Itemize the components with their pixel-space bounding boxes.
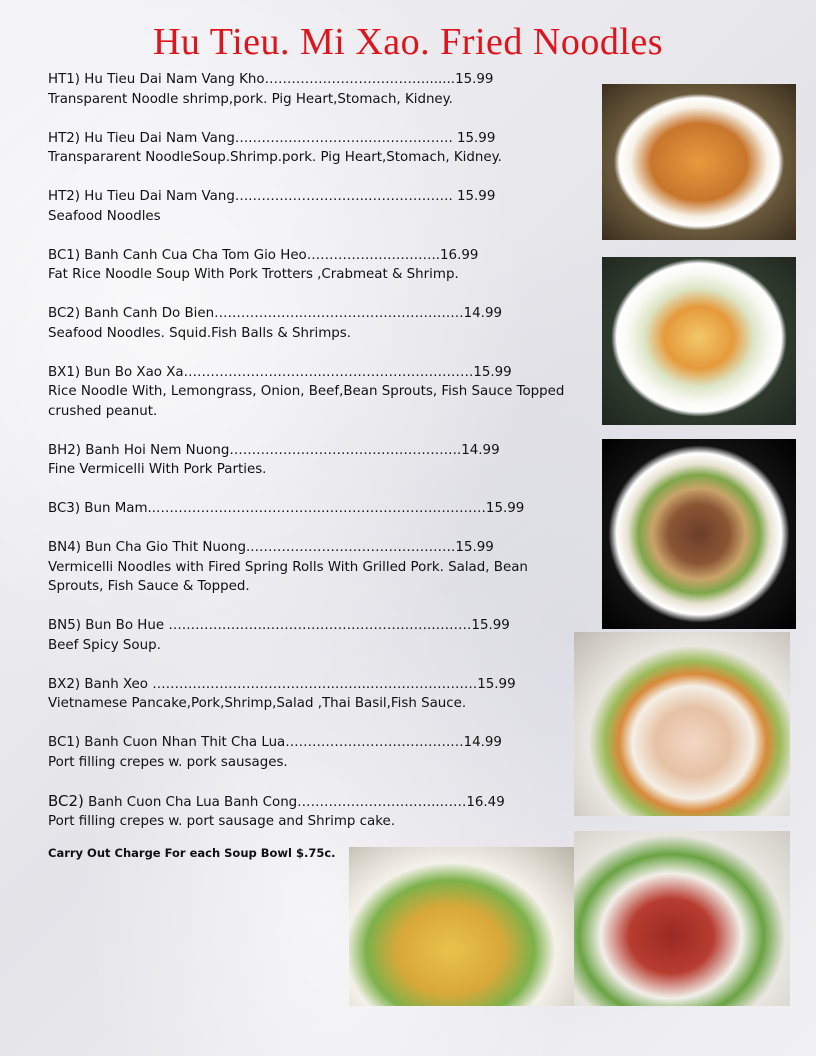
item-name-price: Banh Cuon Nhan Thit Cha Lua……………………………….…14.99 xyxy=(80,735,502,750)
item-name-price: Banh Canh Cua Cha Tom Gio Heo……………….………..16.99 xyxy=(80,247,479,263)
item-code: BN4) xyxy=(48,540,81,555)
item-code: HT2) xyxy=(48,189,80,204)
item-description: Port filling crepes w. pork sausages. xyxy=(48,754,288,770)
nem-nuong-platter-photo xyxy=(574,831,790,1006)
menu-item xyxy=(48,441,568,480)
item-description: Port filling crepes w. port sausage and Shrimp cake. xyxy=(48,814,396,829)
item-name-price: Bun Bo Xao Xa…………………………..……………………………15.99 xyxy=(80,364,512,380)
carry-out-note: Carry Out Charge For each Soup Bowl $.75c. xyxy=(48,846,336,860)
item-code: HT1) xyxy=(48,72,80,87)
menu-item xyxy=(48,792,568,832)
menu-item xyxy=(48,246,568,285)
menu-item xyxy=(48,304,568,343)
vermicelli-beef-photo xyxy=(602,439,796,629)
item-code: BC2) xyxy=(48,306,81,321)
item-name-price: Hu Tieu Dai Nam Vang….……………………..………………. 15.99 xyxy=(80,189,496,204)
item-name-price: Hu Tieu Dai Nam Vang Kho……………………………….......15.99 xyxy=(80,72,494,87)
item-code: BX2) xyxy=(48,676,81,692)
item-code: BC2) xyxy=(48,791,84,810)
menu-item xyxy=(48,675,568,714)
menu-item xyxy=(48,129,568,168)
menu-item xyxy=(48,70,568,109)
menu-items xyxy=(48,70,568,851)
item-name-price: Banh Hoi Nem Nuong…………………………………………….14.99 xyxy=(81,442,500,458)
item-description: Vietnamese Pancake,Pork,Shrimp,Salad ,Thai Basil,Fish Sauce. xyxy=(48,696,467,711)
menu-item xyxy=(48,616,568,655)
menu-item xyxy=(48,733,568,772)
item-description: Transpararent NoodleSoup.Shrimp.pork. Pig Heart,Stomach, Kidney. xyxy=(48,150,502,165)
menu-item xyxy=(48,363,568,422)
item-name-price: Banh Cuon Cha Lua Banh Cong…………………………..……16.49 xyxy=(83,794,505,810)
item-name-price: Banh Canh Do Bien………………..………………………………14.99 xyxy=(80,306,502,321)
item-name-price: Bun Mam..………………………………..………………………………15.99 xyxy=(80,501,525,516)
item-description: Rice Noodle With, Lemongrass, Onion, Beef,Bean Sprouts, Fish Sauce Topped crushed peanut. xyxy=(48,384,565,419)
item-name-price: Bun Bo Hue ………………….……………………………….………15.99 xyxy=(80,618,510,633)
item-code: BC3) xyxy=(48,501,81,516)
menu-item xyxy=(48,538,568,597)
item-name-price: Bun Cha Gio Thit Nuong..………………………………………15.99 xyxy=(80,540,494,555)
pork-sausage-platter-photo xyxy=(574,632,790,816)
item-description: Vermicelli Noodles with Fired Spring Rolls With Grilled Pork. Salad, Bean Sprouts, Fish Sauce & Topped. xyxy=(48,559,528,594)
item-description: Seafood Noodles. Squid.Fish Balls & Shrimps. xyxy=(48,325,352,341)
item-name-price: Hu Tieu Dai Nam Vang….……………………..………………. 15.99 xyxy=(80,130,496,146)
item-description: Fine Vermicelli With Pork Parties. xyxy=(48,462,267,477)
banh-xeo-photo xyxy=(349,847,574,1006)
item-description: Beef Spicy Soup. xyxy=(48,637,161,653)
item-code: BN5) xyxy=(48,618,81,633)
item-description: Transparent Noodle shrimp,pork. Pig Heart,Stomach, Kidney. xyxy=(48,91,453,107)
item-code: BX1) xyxy=(48,364,81,380)
menu-item xyxy=(48,499,568,519)
item-code: BC1) xyxy=(48,247,81,263)
item-name-price: Banh Xeo …………………………………..……..……………………15.99 xyxy=(80,676,516,692)
item-description: Seafood Noodles xyxy=(48,208,161,224)
seafood-soup-photo xyxy=(602,257,796,425)
menu-title: Hu Tieu. Mi Xao. Fried Noodles xyxy=(152,21,664,63)
item-description: Fat Rice Noodle Soup With Pork Trotters ,Crabmeat & Shrimp. xyxy=(48,267,459,282)
noodle-soup-photo xyxy=(602,84,796,240)
item-code: HT2) xyxy=(48,130,80,146)
item-code: BH2) xyxy=(48,442,81,458)
item-code: BC1) xyxy=(48,735,81,750)
menu-item xyxy=(48,187,568,226)
